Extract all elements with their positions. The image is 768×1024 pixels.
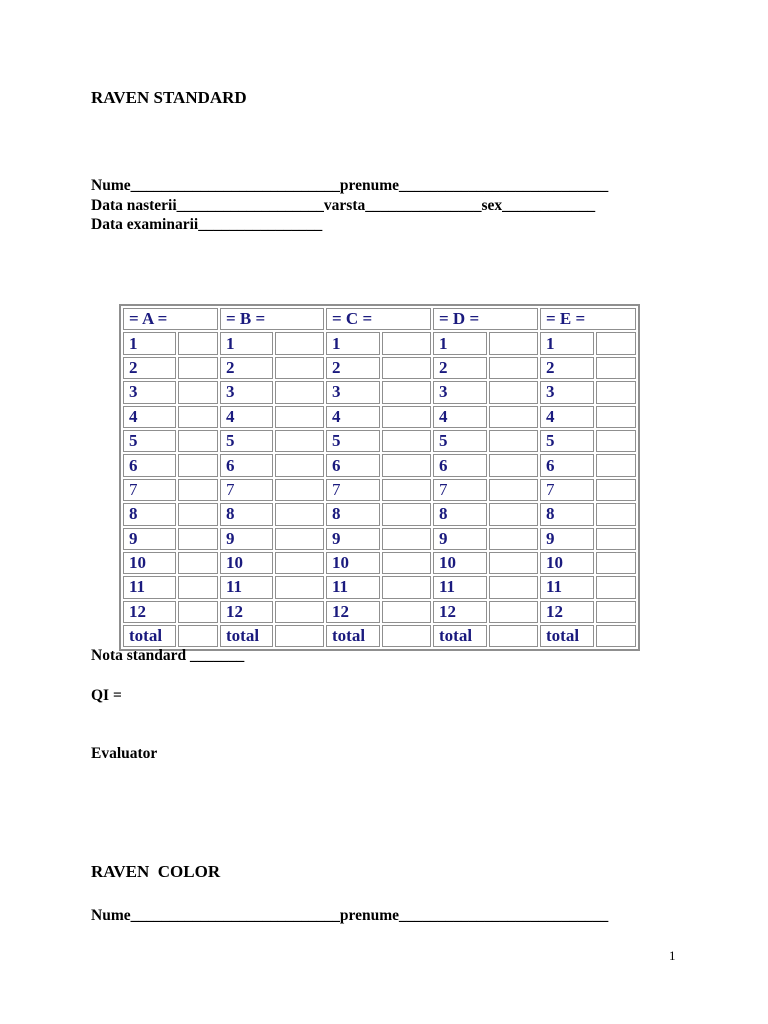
item-label-d: 2	[433, 357, 487, 379]
section-title-raven-standard: RAVEN STANDARD	[91, 88, 247, 107]
answer-cell-e[interactable]	[596, 576, 636, 598]
item-label-c: total	[326, 625, 380, 647]
column-header-d: = D =	[433, 308, 538, 330]
answer-cell-c[interactable]	[382, 503, 431, 525]
raven-score-table	[119, 304, 640, 651]
answer-cell-c[interactable]	[382, 332, 431, 354]
item-label-a: 10	[123, 552, 176, 574]
item-label-c: 8	[326, 503, 380, 525]
answer-cell-d[interactable]	[489, 576, 538, 598]
item-label-a: 3	[123, 381, 176, 403]
item-label-b: 12	[220, 601, 273, 623]
column-header-c: = C =	[326, 308, 431, 330]
item-label-b: 2	[220, 357, 273, 379]
answer-cell-a[interactable]	[178, 406, 218, 428]
item-label-a: 9	[123, 528, 176, 550]
answer-cell-e[interactable]	[596, 381, 636, 403]
answer-cell-e[interactable]	[596, 430, 636, 452]
answer-cell-d[interactable]	[489, 406, 538, 428]
item-label-b: 8	[220, 503, 273, 525]
item-label-b: 7	[220, 479, 273, 501]
item-label-c: 2	[326, 357, 380, 379]
answer-cell-c[interactable]	[382, 552, 431, 574]
item-label-b: 3	[220, 381, 273, 403]
answer-cell-d[interactable]	[489, 430, 538, 452]
table-row	[123, 528, 636, 550]
item-label-b: 11	[220, 576, 273, 598]
answer-cell-e[interactable]	[596, 357, 636, 379]
item-label-b: 4	[220, 406, 273, 428]
item-label-d: 6	[433, 454, 487, 476]
answer-cell-d[interactable]	[489, 625, 538, 647]
answer-cell-c[interactable]	[382, 381, 431, 403]
item-label-c: 7	[326, 479, 380, 501]
item-label-d: 4	[433, 406, 487, 428]
page-number: 1	[669, 948, 676, 963]
answer-cell-e[interactable]	[596, 479, 636, 501]
item-label-e: 10	[540, 552, 594, 574]
column-header-e: = E =	[540, 308, 636, 330]
item-label-d: 3	[433, 381, 487, 403]
item-label-e: total	[540, 625, 594, 647]
item-label-c: 11	[326, 576, 380, 598]
item-label-b: 6	[220, 454, 273, 476]
answer-cell-c[interactable]	[382, 528, 431, 550]
answer-cell-d[interactable]	[489, 454, 538, 476]
answer-cell-a[interactable]	[178, 528, 218, 550]
answer-cell-d[interactable]	[489, 503, 538, 525]
table-row	[123, 625, 636, 647]
nota-standard-field: Nota standard _______	[91, 647, 245, 664]
item-label-c: 12	[326, 601, 380, 623]
item-label-d: 12	[433, 601, 487, 623]
answer-cell-b[interactable]	[275, 454, 324, 476]
column-header-a: = A =	[123, 308, 218, 330]
answer-cell-c[interactable]	[382, 430, 431, 452]
item-label-d: 9	[433, 528, 487, 550]
item-label-c: 4	[326, 406, 380, 428]
item-label-d: 1	[433, 332, 487, 354]
table-row	[123, 381, 636, 403]
item-label-e: 5	[540, 430, 594, 452]
answer-cell-e[interactable]	[596, 503, 636, 525]
item-label-a: 5	[123, 430, 176, 452]
table-row	[123, 576, 636, 598]
item-label-a: 8	[123, 503, 176, 525]
answer-cell-a[interactable]	[178, 601, 218, 623]
answer-cell-e[interactable]	[596, 406, 636, 428]
item-label-c: 9	[326, 528, 380, 550]
evaluator-label: Evaluator	[91, 745, 158, 762]
answer-cell-d[interactable]	[489, 332, 538, 354]
item-label-e: 3	[540, 381, 594, 403]
answer-cell-b[interactable]	[275, 601, 324, 623]
answer-cell-e[interactable]	[596, 601, 636, 623]
item-label-e: 7	[540, 479, 594, 501]
item-label-a: 12	[123, 601, 176, 623]
answer-cell-c[interactable]	[382, 357, 431, 379]
answer-cell-c[interactable]	[382, 406, 431, 428]
answer-cell-d[interactable]	[489, 479, 538, 501]
answer-cell-b[interactable]	[275, 357, 324, 379]
item-label-a: 6	[123, 454, 176, 476]
answer-cell-b[interactable]	[275, 576, 324, 598]
item-label-a: 1	[123, 332, 176, 354]
item-label-c: 6	[326, 454, 380, 476]
table-row	[123, 332, 636, 354]
answer-cell-a[interactable]	[178, 357, 218, 379]
table-row	[123, 357, 636, 379]
answer-cell-b[interactable]	[275, 406, 324, 428]
answer-cell-d[interactable]	[489, 528, 538, 550]
item-label-d: 8	[433, 503, 487, 525]
item-label-b: 1	[220, 332, 273, 354]
answer-cell-b[interactable]	[275, 528, 324, 550]
answer-cell-d[interactable]	[489, 381, 538, 403]
item-label-d: 5	[433, 430, 487, 452]
answer-cell-a[interactable]	[178, 552, 218, 574]
item-label-a: 4	[123, 406, 176, 428]
answer-cell-a[interactable]	[178, 625, 218, 647]
answer-cell-b[interactable]	[275, 332, 324, 354]
table-row	[123, 406, 636, 428]
table-row	[123, 479, 636, 501]
item-label-c: 3	[326, 381, 380, 403]
answer-cell-a[interactable]	[178, 332, 218, 354]
item-label-d: total	[433, 625, 487, 647]
item-label-b: 9	[220, 528, 273, 550]
answer-cell-a[interactable]	[178, 454, 218, 476]
answer-cell-b[interactable]	[275, 381, 324, 403]
item-label-c: 5	[326, 430, 380, 452]
item-label-a: 7	[123, 479, 176, 501]
item-label-d: 11	[433, 576, 487, 598]
answer-cell-c[interactable]	[382, 601, 431, 623]
answer-cell-d[interactable]	[489, 552, 538, 574]
answer-cell-c[interactable]	[382, 625, 431, 647]
item-label-e: 2	[540, 357, 594, 379]
answer-cell-b[interactable]	[275, 503, 324, 525]
item-label-e: 11	[540, 576, 594, 598]
answer-cell-a[interactable]	[178, 430, 218, 452]
item-label-a: 2	[123, 357, 176, 379]
section-title-raven-color: RAVEN COLOR	[91, 862, 221, 881]
answer-cell-d[interactable]	[489, 357, 538, 379]
form-line-name: Nume___________________________prenume___________________________	[91, 177, 609, 194]
table-row	[123, 601, 636, 623]
item-label-b: total	[220, 625, 273, 647]
answer-cell-a[interactable]	[178, 576, 218, 598]
item-label-a: total	[123, 625, 176, 647]
item-label-e: 9	[540, 528, 594, 550]
table-header-row	[123, 308, 636, 330]
item-label-e: 1	[540, 332, 594, 354]
item-label-b: 5	[220, 430, 273, 452]
form-line-birth-age-sex: Data nasterii___________________varsta_______________sex____________	[91, 197, 596, 214]
item-label-c: 1	[326, 332, 380, 354]
answer-cell-a[interactable]	[178, 479, 218, 501]
answer-cell-e[interactable]	[596, 454, 636, 476]
qi-field: QI =	[91, 687, 122, 704]
item-label-e: 12	[540, 601, 594, 623]
table-row	[123, 552, 636, 574]
answer-cell-b[interactable]	[275, 625, 324, 647]
answer-cell-c[interactable]	[382, 576, 431, 598]
item-label-d: 10	[433, 552, 487, 574]
item-label-c: 10	[326, 552, 380, 574]
answer-cell-c[interactable]	[382, 479, 431, 501]
answer-cell-a[interactable]	[178, 381, 218, 403]
answer-cell-b[interactable]	[275, 479, 324, 501]
answer-cell-b[interactable]	[275, 552, 324, 574]
answer-cell-e[interactable]	[596, 528, 636, 550]
answer-cell-b[interactable]	[275, 430, 324, 452]
item-label-e: 8	[540, 503, 594, 525]
answer-cell-d[interactable]	[489, 601, 538, 623]
item-label-e: 4	[540, 406, 594, 428]
item-label-b: 10	[220, 552, 273, 574]
table-row	[123, 503, 636, 525]
table-row	[123, 454, 636, 476]
answer-cell-e[interactable]	[596, 332, 636, 354]
color-form-line-name: Nume___________________________prenume___________________________	[91, 907, 609, 924]
answer-cell-e[interactable]	[596, 552, 636, 574]
answer-cell-e[interactable]	[596, 625, 636, 647]
column-header-b: = B =	[220, 308, 324, 330]
answer-cell-c[interactable]	[382, 454, 431, 476]
answer-cell-a[interactable]	[178, 503, 218, 525]
item-label-d: 7	[433, 479, 487, 501]
table-row	[123, 430, 636, 452]
item-label-a: 11	[123, 576, 176, 598]
form-line-exam-date: Data examinarii________________	[91, 216, 323, 233]
item-label-e: 6	[540, 454, 594, 476]
